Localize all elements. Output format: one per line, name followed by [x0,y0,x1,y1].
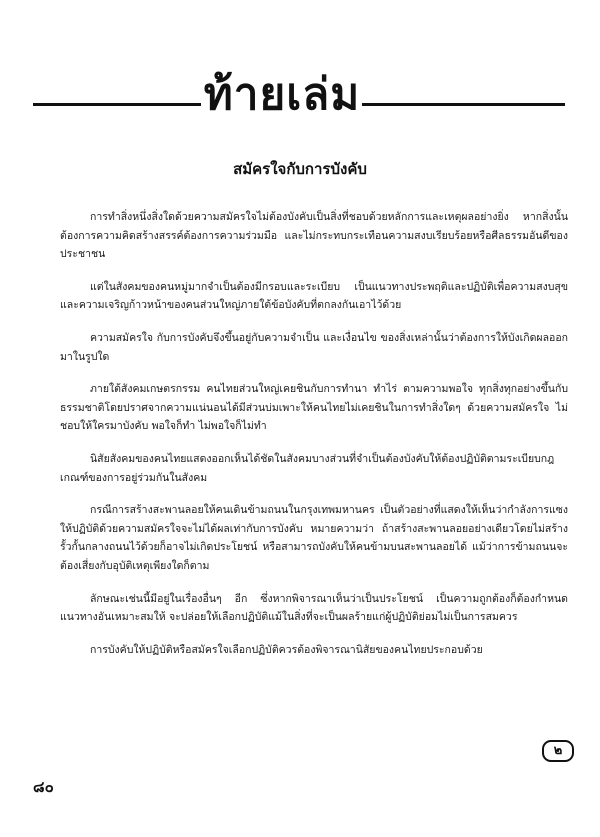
header-rule-left [33,103,201,106]
paragraph: ลักษณะเช่นนี้มีอยู่ในเรื่องอื่นๆ อีก ซึ่งหากพิจารณาเห็นว่าเป็นประโยชน์ เป็นความถูกต้องก็ต้องกำหนดแนวทางอันเหมาะสมให้ จะปล่อยให้เลือกปฏิบัติแม้ในสิ่งที่จะเป็นผลร้ายแก่ผู้ปฏิบัติย่อมไม่เป็นการสมควร [60,592,568,624]
body-text [60,208,568,673]
continuation-badge: ๒ [542,740,574,762]
paragraph: ภายใต้สังคมเกษตรกรรม คนไทยส่วนใหญ่เคยชินกับการทำนา ทำไร่ ตามความพอใจ ทุกสิ่งทุกอย่างขึ้นกับธรรมชาติโดยปราศจากความแน่นอนได้มีส่วนบ่มเพาะให้คนไทยไม่เคยชินในการทำสิ่งใดๆ ด้วยความสมัครใจ ไม่ชอบให้ใครมาบังคับ พอใจก็ทำ ไม่พอใจก็ไม่ทำ [60,383,568,433]
paragraph: การบังคับให้ปฏิบัติหรือสมัครใจเลือกปฏิบัติควรต้องพิจารณานิสัยของคนไทยประกอบด้วย [90,643,483,656]
page-number: ๘๐ [33,778,54,796]
header-rule-right [362,103,565,106]
paragraph: ความสมัครใจ กับการบังคับจึงขึ้นอยู่กับความจำเป็น และเงื่อนไข ของสิ่งเหล่านั้นว่าต้องการให้บังเกิดผลออกมาในรูปใด [60,331,568,363]
paragraph: แต่ในสังคมของคนหมู่มากจำเป็นต้องมีกรอบและระเบียบ เป็นแนวทางประพฤติและปฏิบัติเพื่อความสงบสุขและความเจริญก้าวหน้าของคนส่วนใหญ่ภายใต้ข้อบังคับที่ตกลงกันเอาไว้ด้วย [60,280,568,312]
section-title: สมัครใจกับการบังคับ [233,160,367,178]
paragraph: การทำสิ่งหนึ่งสิ่งใดด้วยความสมัครใจไม่ต้องบังคับเป็นสิ่งที่ชอบด้วยหลักการและเหตุผลอย่างยิ่ง หากสิ่งนั้นต้องการความคิดสร้างสรรค์ต้องการความร่วมมือ และไม่กระทบกระเทือนความสงบเรียบร้อยหรือศีลธรรมอันดีของประชาชน [60,211,568,261]
paragraph: กรณีการสร้างสะพานลอยให้คนเดินข้ามถนนในกรุงเทพมหานคร เป็นตัวอย่างที่แสดงให้เห็นว่ากำลังการแซงให้ปฏิบัติด้วยความสมัครใจจะไม่ได้ผลเท่ากับการบังคับ หมายความว่า ถ้าสร้างสะพานลอยอย่างเดียวโดยไม่สร้างรั้วกั้นกลางถนนไว้ด้วยก็อาจไม่เกิดประโยชน์ หรือสามารถบังคับให้คนข้ามบนสะพานลอยได้ แม้ว่าการข้ามถนนจะต้องเสี่ยงกับอุบัติเหตุเพียงใดก็ตาม [60,504,568,572]
chapter-title: ท้ายเล่ม [203,69,361,120]
paragraph: นิสัยสังคมของคนไทยแสดงออกเห็นได้ชัดในสังคมบางส่วนที่จำเป็นต้องบังคับให้ต้องปฏิบัติตามระเบียบกฎเกณฑ์ของการอยู่ร่วมกันในสังคม [60,452,555,484]
